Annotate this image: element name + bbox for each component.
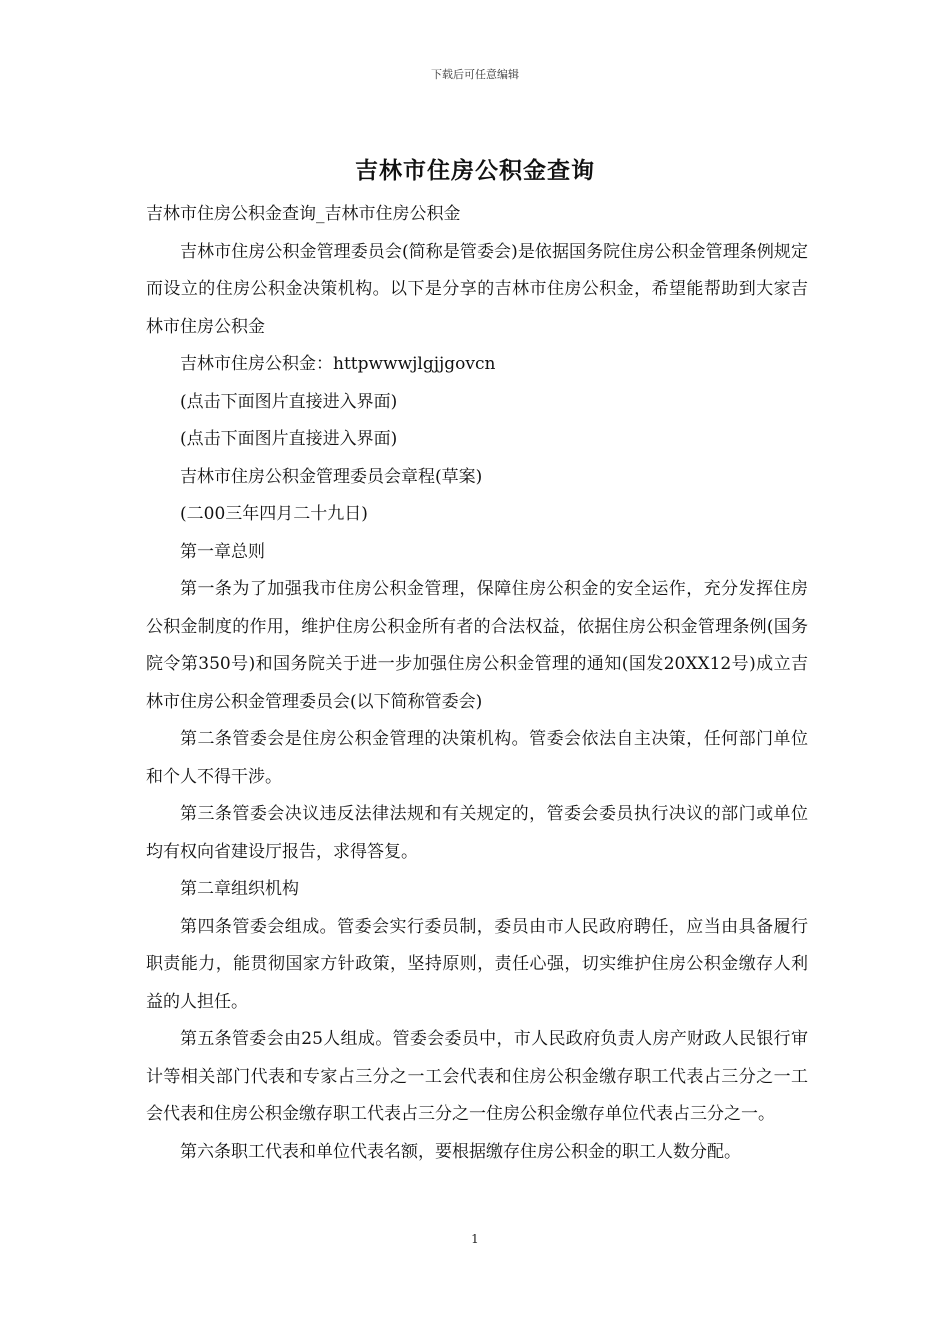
- website-paragraph: 吉林市住房公积金：httpwwwjlgjjgovcn: [180, 354, 496, 374]
- chapter-heading: 第一章总则: [180, 541, 265, 562]
- article-paragraph: 第三条管委会决议违反法律法规和有关规定的，管委会委员执行决议的部门或单位均有权向省建设厅报告，求得答复。: [146, 804, 808, 862]
- subtitle-paragraph: 吉林市住房公积金查询_吉林市住房公积金: [146, 204, 461, 224]
- intro-paragraph: 吉林市住房公积金管理委员会(简称是管委会)是依据国务院住房公积金管理条例规定而设立的住房公积金决策机构。以下是分享的吉林市住房公积金，希望能帮助到大家吉林市住房公积金: [146, 241, 808, 337]
- document-title: 吉林市住房公积金查询: [355, 157, 595, 184]
- click-hint-paragraph: (点击下面图片直接进入界面): [180, 391, 398, 412]
- chapter-heading: 第二章组织机构: [180, 879, 299, 899]
- document-body: [146, 196, 808, 1171]
- article-paragraph: 第六条职工代表和单位代表名额，要根据缴存住房公积金的职工人数分配。: [180, 1141, 741, 1162]
- page-number: 1: [471, 1232, 479, 1246]
- page-header-note: 下载后可任意编辑: [431, 68, 519, 81]
- charter-date-paragraph: (二00三年四月二十九日): [180, 504, 368, 524]
- charter-title-paragraph: 吉林市住房公积金管理委员会章程(草案): [180, 466, 483, 487]
- article-paragraph: 第二条管委会是住房公积金管理的决策机构。管委会依法自主决策，任何部门单位和个人不得干涉。: [146, 729, 808, 787]
- article-paragraph: 第一条为了加强我市住房公积金管理，保障住房公积金的安全运作，充分发挥住房公积金制度的作用，维护住房公积金所有者的合法权益，依据住房公积金管理条例(国务院令第350号)和国务院关于进一步加强住房公积金管理的通知(国发20XX12号)成立吉林市住房公积金管理委员会(以下简称管委会): [146, 579, 808, 712]
- click-hint-paragraph: (点击下面图片直接进入界面): [180, 429, 398, 449]
- article-paragraph: 第五条管委会由25人组成。管委会委员中，市人民政府负责人房产财政人民银行审计等相关部门代表和专家占三分之一工会代表和住房公积金缴存职工代表占三分之一工会代表和住房公积金缴存职工代表占三分之一住房公积金缴存单位代表占三分之一。: [146, 1029, 808, 1124]
- article-paragraph: 第四条管委会组成。管委会实行委员制，委员由市人民政府聘任，应当由具备履行职责能力，能贯彻国家方针政策，坚持原则，责任心强，切实维护住房公积金缴存人利益的人担任。: [146, 916, 808, 1012]
